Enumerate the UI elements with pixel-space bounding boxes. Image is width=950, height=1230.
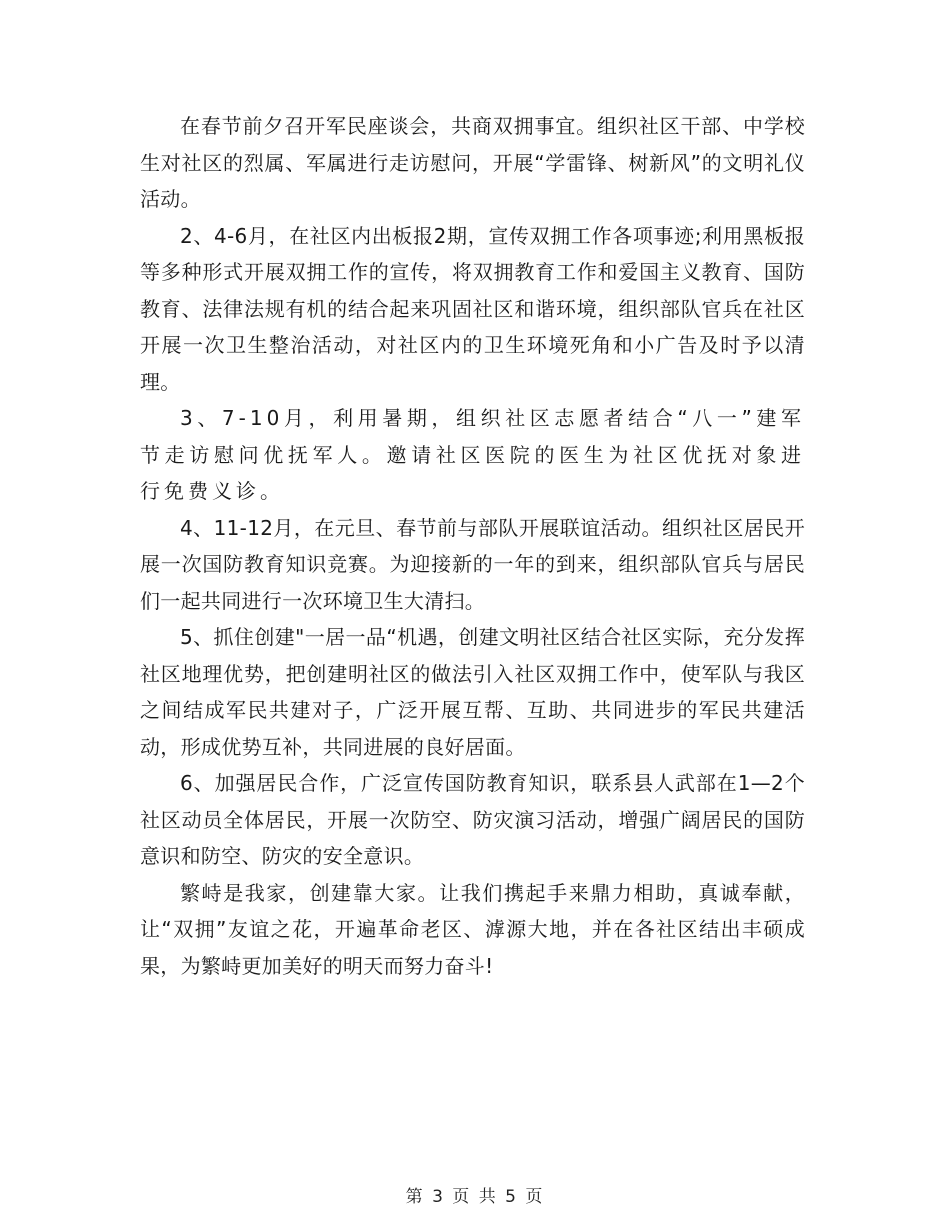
paragraph-7: 繁峙是我家，创建靠大家。让我们携起手来鼎力相助，真诚奉献，让“双拥”友谊之花，开遍革命老区、滹源大地，并在各社区结出丰硕成果，为繁峙更加美好的明天而努力奋斗!: [140, 880, 805, 978]
paragraph-4: 4、11-12月，在元旦、春节前与部队开展联谊活动。组织社区居民开展一次国防教育知识竞赛。为迎接新的一年的到来，组织部队官兵与居民们一起共同进行一次环境卫生大清扫。: [140, 515, 805, 613]
paragraph-6: 6、加强居民合作，广泛宣传国防教育知识，联系县人武部在1—2个社区动员全体居民，开展一次防空、防灾演习活动，增强广阔居民的国防意识和防空、防灾的安全意识。: [140, 771, 805, 868]
paragraph-5: 5、抓住创建"一居一品“机遇，创建文明社区结合社区实际，充分发挥社区地理优势，把创建明社区的做法引入社区双拥工作中，使军队与我区之间结成军民共建对子，广泛开展互帮、互助、共同进步的军民共建活动，形成优势互补，共同进展的良好居面。: [140, 625, 805, 759]
paragraph-1: 在春节前夕召开军民座谈会，共商双拥事宜。组织社区干部、中学校生对社区的烈属、军属进行走访慰问，开展“学雷锋、树新风”的文明礼仪活动。: [140, 114, 805, 211]
paragraph-2: 2、4-6月，在社区内出板报2期，宣传双拥工作各项事迹;利用黑板报等多种形式开展双拥工作的宣传，将双拥教育工作和爱国主义教育、国防教育、法律法规有机的结合起来巩固社区和谐环境，组织部队官兵在社区开展一次卫生整治活动，对社区内的卫生环境死角和小广告及时予以清理。: [140, 223, 805, 394]
document-body: [140, 108, 805, 984]
paragraph-3: 3、7-10月，利用暑期，组织社区志愿者结合“八一”建军节走访慰问优抚军人。邀请社区医院的医生为社区优抚对象进行免费义诊。: [140, 406, 805, 503]
page-number-footer: 第 3 页 共 5 页: [405, 1187, 545, 1207]
